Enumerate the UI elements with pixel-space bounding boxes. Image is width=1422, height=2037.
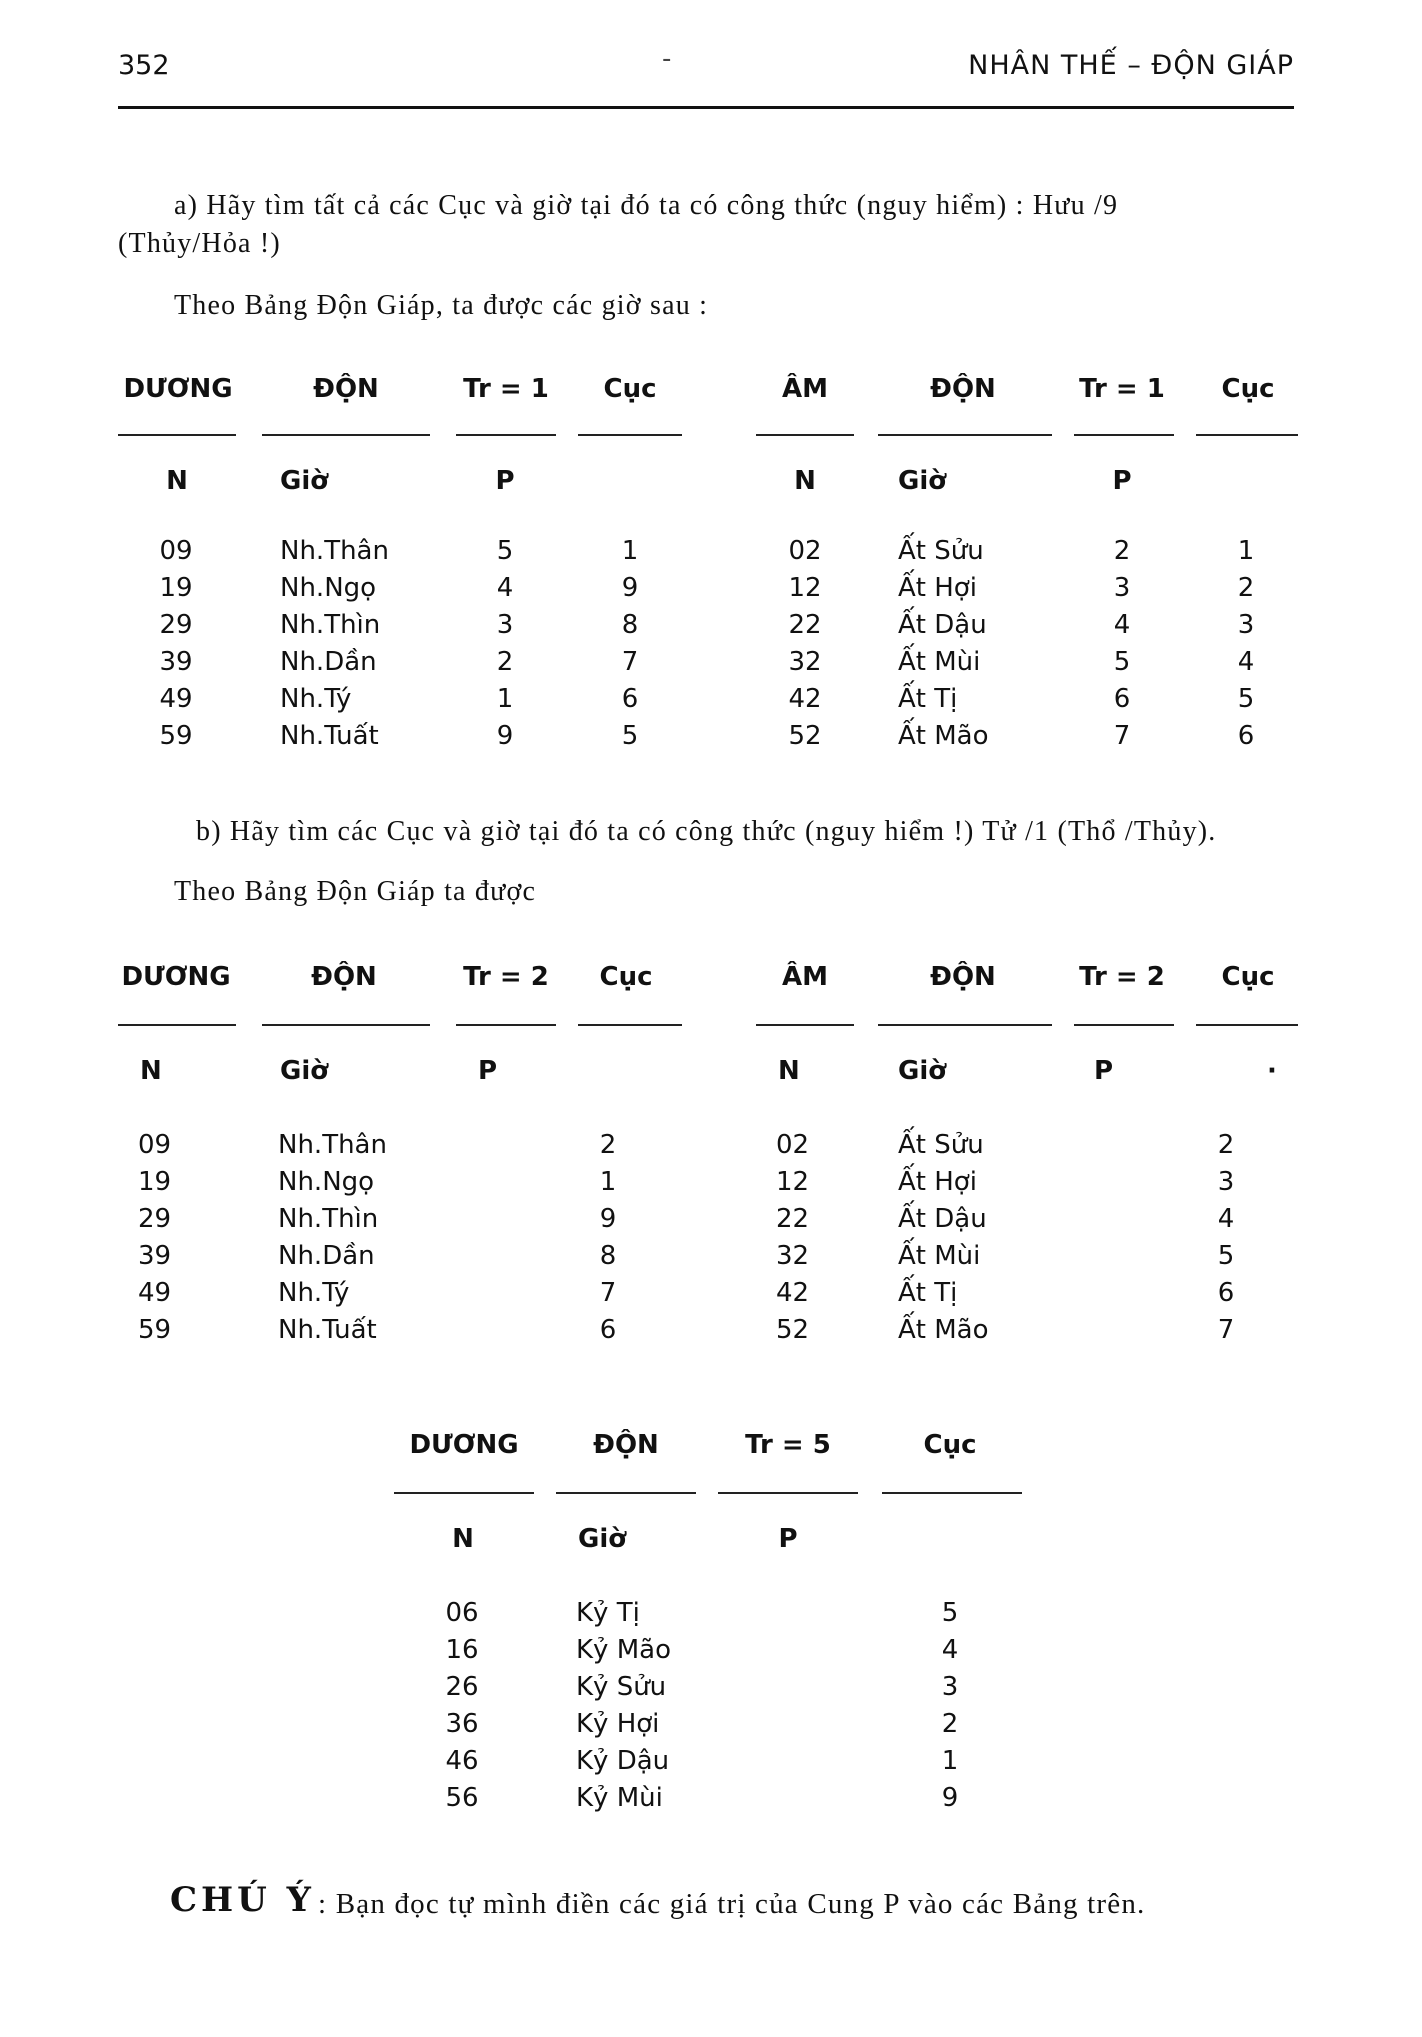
table-cell: 6 bbox=[621, 684, 639, 714]
table-cell: 5 bbox=[1217, 1241, 1235, 1271]
table-cell: Nh.Ngọ bbox=[278, 1167, 375, 1197]
column-subheader: N bbox=[166, 466, 188, 496]
table-cell: 6 bbox=[1217, 1278, 1235, 1308]
column-rule bbox=[1074, 1024, 1174, 1026]
note-text: : Bạn đọc tự mình điền các giá trị của Cung P vào các Bảng trên. bbox=[318, 1888, 1146, 1920]
table-cell: 9 bbox=[621, 573, 639, 603]
table-cell: 2 bbox=[1113, 536, 1131, 566]
table-cell: Kỷ Dậu bbox=[576, 1746, 670, 1776]
table-cell: 59 bbox=[138, 1315, 172, 1345]
column-subheader: Giờ bbox=[898, 1056, 947, 1086]
table-cell: 4 bbox=[1237, 647, 1255, 677]
column-header: Cục bbox=[1221, 962, 1275, 992]
column-header: ĐỘN bbox=[930, 962, 996, 992]
column-header: Cục bbox=[1221, 374, 1275, 404]
table-cell: 36 bbox=[445, 1709, 479, 1739]
table-cell: 1 bbox=[599, 1167, 617, 1197]
section-b-intro: Theo Bảng Độn Giáp ta được bbox=[174, 876, 537, 907]
table-cell: Ất Dậu bbox=[898, 610, 987, 640]
column-subheader: N bbox=[140, 1056, 162, 1086]
column-rule bbox=[1196, 1024, 1298, 1026]
table-cell: 46 bbox=[445, 1746, 479, 1776]
table-cell: Nh.Tuất bbox=[278, 1315, 377, 1345]
column-subheader: N bbox=[452, 1524, 474, 1554]
table-cell: 5 bbox=[941, 1598, 959, 1628]
column-header: Cục bbox=[923, 1430, 977, 1460]
column-rule bbox=[578, 1024, 682, 1026]
table-cell: 9 bbox=[941, 1783, 959, 1813]
table-cell: 7 bbox=[1113, 721, 1131, 751]
section-a-question-line1: a) Hãy tìm tất cả các Cục và giờ tại đó ta có công thức (nguy hiểm) : Hưu /9 bbox=[174, 190, 1119, 221]
table-cell: Ất Mão bbox=[898, 1315, 989, 1345]
table-cell: 06 bbox=[445, 1598, 479, 1628]
column-header: ĐỘN bbox=[593, 1430, 659, 1460]
column-subheader: · bbox=[1267, 1056, 1277, 1086]
table-cell: 1 bbox=[1237, 536, 1255, 566]
column-rule bbox=[1196, 434, 1298, 436]
column-header: ÂM bbox=[782, 374, 828, 404]
table-cell: 52 bbox=[788, 721, 822, 751]
header-rule bbox=[118, 106, 1294, 109]
column-rule bbox=[118, 1024, 236, 1026]
column-subheader: P bbox=[1094, 1056, 1114, 1086]
column-header: Cục bbox=[603, 374, 657, 404]
column-header: ÂM bbox=[782, 962, 828, 992]
column-rule bbox=[118, 434, 236, 436]
table-cell: 22 bbox=[788, 610, 822, 640]
table-cell: 26 bbox=[445, 1672, 479, 1702]
table-cell: Ất Mùi bbox=[898, 647, 981, 677]
table-cell: Ất Hợi bbox=[898, 573, 977, 603]
table-cell: 5 bbox=[496, 536, 514, 566]
table-cell: 5 bbox=[621, 721, 639, 751]
table-cell: Ất Sửu bbox=[898, 1130, 984, 1160]
column-header: Tr = 2 bbox=[1079, 962, 1165, 992]
table-cell: Ất Tị bbox=[898, 684, 958, 714]
table-cell: 3 bbox=[496, 610, 514, 640]
column-header: DƯƠNG bbox=[123, 374, 233, 404]
table-cell: 09 bbox=[138, 1130, 172, 1160]
column-rule bbox=[262, 1024, 430, 1026]
column-rule bbox=[718, 1492, 858, 1494]
table-cell: 5 bbox=[1237, 684, 1255, 714]
table-cell: 3 bbox=[1217, 1167, 1235, 1197]
table-cell: 4 bbox=[1113, 610, 1131, 640]
column-header: Tr = 1 bbox=[1079, 374, 1165, 404]
table-cell: Kỷ Mão bbox=[576, 1635, 671, 1665]
column-header: DƯƠNG bbox=[121, 962, 231, 992]
table-cell: Ất Mão bbox=[898, 721, 989, 751]
table-cell: Nh.Thân bbox=[280, 536, 389, 566]
table-cell: Kỷ Mùi bbox=[576, 1783, 663, 1813]
column-header: ĐỘN bbox=[311, 962, 377, 992]
table-cell: 4 bbox=[496, 573, 514, 603]
column-subheader: P bbox=[1112, 466, 1132, 496]
table-cell: 4 bbox=[941, 1635, 959, 1665]
column-subheader: P bbox=[778, 1524, 798, 1554]
table-cell: 2 bbox=[496, 647, 514, 677]
table-cell: Ất Tị bbox=[898, 1278, 958, 1308]
column-rule bbox=[456, 1024, 556, 1026]
table-cell: 32 bbox=[788, 647, 822, 677]
column-header: Tr = 1 bbox=[463, 374, 549, 404]
table-cell: 59 bbox=[159, 721, 193, 751]
table-cell: 16 bbox=[445, 1635, 479, 1665]
table-cell: 19 bbox=[138, 1167, 172, 1197]
table-cell: 3 bbox=[1237, 610, 1255, 640]
table-cell: 7 bbox=[621, 647, 639, 677]
table-cell: 1 bbox=[941, 1746, 959, 1776]
table-cell: Nh.Dần bbox=[280, 647, 377, 677]
column-rule bbox=[456, 434, 556, 436]
column-rule bbox=[556, 1492, 696, 1494]
running-title: NHÂN THẾ – ĐỘN GIÁP bbox=[968, 50, 1294, 81]
table-cell: Nh.Tý bbox=[280, 684, 352, 714]
table-cell: 2 bbox=[941, 1709, 959, 1739]
table-cell: 02 bbox=[788, 536, 822, 566]
table-cell: Kỷ Tị bbox=[576, 1598, 640, 1628]
table-cell: 6 bbox=[599, 1315, 617, 1345]
table-cell: 9 bbox=[496, 721, 514, 751]
table-cell: 22 bbox=[776, 1204, 810, 1234]
column-rule bbox=[756, 1024, 854, 1026]
column-rule bbox=[394, 1492, 534, 1494]
table-cell: Nh.Thìn bbox=[278, 1204, 379, 1234]
column-subheader: Giờ bbox=[280, 466, 329, 496]
table-cell: 7 bbox=[599, 1278, 617, 1308]
table-cell: 12 bbox=[788, 573, 822, 603]
table-cell: 49 bbox=[159, 684, 193, 714]
column-header: DƯƠNG bbox=[409, 1430, 519, 1460]
table-cell: 12 bbox=[776, 1167, 810, 1197]
header-dash: - bbox=[662, 44, 672, 74]
table-cell: 6 bbox=[1237, 721, 1255, 751]
section-a-intro: Theo Bảng Độn Giáp, ta được các giờ sau : bbox=[174, 290, 709, 321]
table-cell: Ất Sửu bbox=[898, 536, 984, 566]
column-rule bbox=[878, 434, 1052, 436]
table-cell: 49 bbox=[138, 1278, 172, 1308]
note-label: CHÚ Ý bbox=[170, 1880, 315, 1920]
table-cell: Ất Dậu bbox=[898, 1204, 987, 1234]
table-cell: Kỷ Sửu bbox=[576, 1672, 667, 1702]
table-cell: 2 bbox=[1237, 573, 1255, 603]
column-subheader: Giờ bbox=[578, 1524, 627, 1554]
table-cell: 32 bbox=[776, 1241, 810, 1271]
table-cell: Ất Mùi bbox=[898, 1241, 981, 1271]
column-rule bbox=[578, 434, 682, 436]
table-cell: 29 bbox=[159, 610, 193, 640]
column-subheader: P bbox=[495, 466, 515, 496]
table-cell: 42 bbox=[788, 684, 822, 714]
table-cell: 56 bbox=[445, 1783, 479, 1813]
table-cell: 5 bbox=[1113, 647, 1131, 677]
table-cell: Nh.Thân bbox=[278, 1130, 387, 1160]
table-cell: 2 bbox=[1217, 1130, 1235, 1160]
table-cell: Kỷ Hợi bbox=[576, 1709, 660, 1739]
column-header: Tr = 5 bbox=[745, 1430, 831, 1460]
column-header: ĐỘN bbox=[930, 374, 996, 404]
table-cell: 4 bbox=[1217, 1204, 1235, 1234]
table-cell: Ất Hợi bbox=[898, 1167, 977, 1197]
column-rule bbox=[1074, 434, 1174, 436]
table-cell: Nh.Tuất bbox=[280, 721, 379, 751]
table-cell: 3 bbox=[1113, 573, 1131, 603]
table-cell: 29 bbox=[138, 1204, 172, 1234]
column-subheader: Giờ bbox=[280, 1056, 329, 1086]
column-rule bbox=[756, 434, 854, 436]
table-cell: 9 bbox=[599, 1204, 617, 1234]
table-cell: 09 bbox=[159, 536, 193, 566]
column-rule bbox=[878, 1024, 1052, 1026]
table-cell: 19 bbox=[159, 573, 193, 603]
table-cell: 7 bbox=[1217, 1315, 1235, 1345]
table-cell: Nh.Dần bbox=[278, 1241, 375, 1271]
table-cell: 3 bbox=[941, 1672, 959, 1702]
column-subheader: N bbox=[778, 1056, 800, 1086]
table-cell: Nh.Tý bbox=[278, 1278, 350, 1308]
table-cell: 1 bbox=[496, 684, 514, 714]
table-cell: 52 bbox=[776, 1315, 810, 1345]
column-rule bbox=[262, 434, 430, 436]
column-header: Cục bbox=[599, 962, 653, 992]
table-cell: 02 bbox=[776, 1130, 810, 1160]
column-header: ĐỘN bbox=[313, 374, 379, 404]
table-cell: 1 bbox=[621, 536, 639, 566]
column-subheader: Giờ bbox=[898, 466, 947, 496]
table-cell: 2 bbox=[599, 1130, 617, 1160]
section-a-question-line2: (Thủy/Hỏa !) bbox=[118, 228, 281, 259]
column-rule bbox=[882, 1492, 1022, 1494]
column-header: Tr = 2 bbox=[463, 962, 549, 992]
table-cell: Nh.Ngọ bbox=[280, 573, 377, 603]
column-subheader: N bbox=[794, 466, 816, 496]
column-subheader: P bbox=[478, 1056, 498, 1086]
section-b-question: b) Hãy tìm các Cục và giờ tại đó ta có công thức (nguy hiểm !) Tử /1 (Thổ /Thủy). bbox=[196, 816, 1217, 847]
table-cell: 8 bbox=[599, 1241, 617, 1271]
table-cell: 6 bbox=[1113, 684, 1131, 714]
table-cell: 8 bbox=[621, 610, 639, 640]
table-cell: 42 bbox=[776, 1278, 810, 1308]
table-cell: 39 bbox=[159, 647, 193, 677]
table-cell: Nh.Thìn bbox=[280, 610, 381, 640]
table-cell: 39 bbox=[138, 1241, 172, 1271]
page-number: 352 bbox=[118, 50, 170, 81]
